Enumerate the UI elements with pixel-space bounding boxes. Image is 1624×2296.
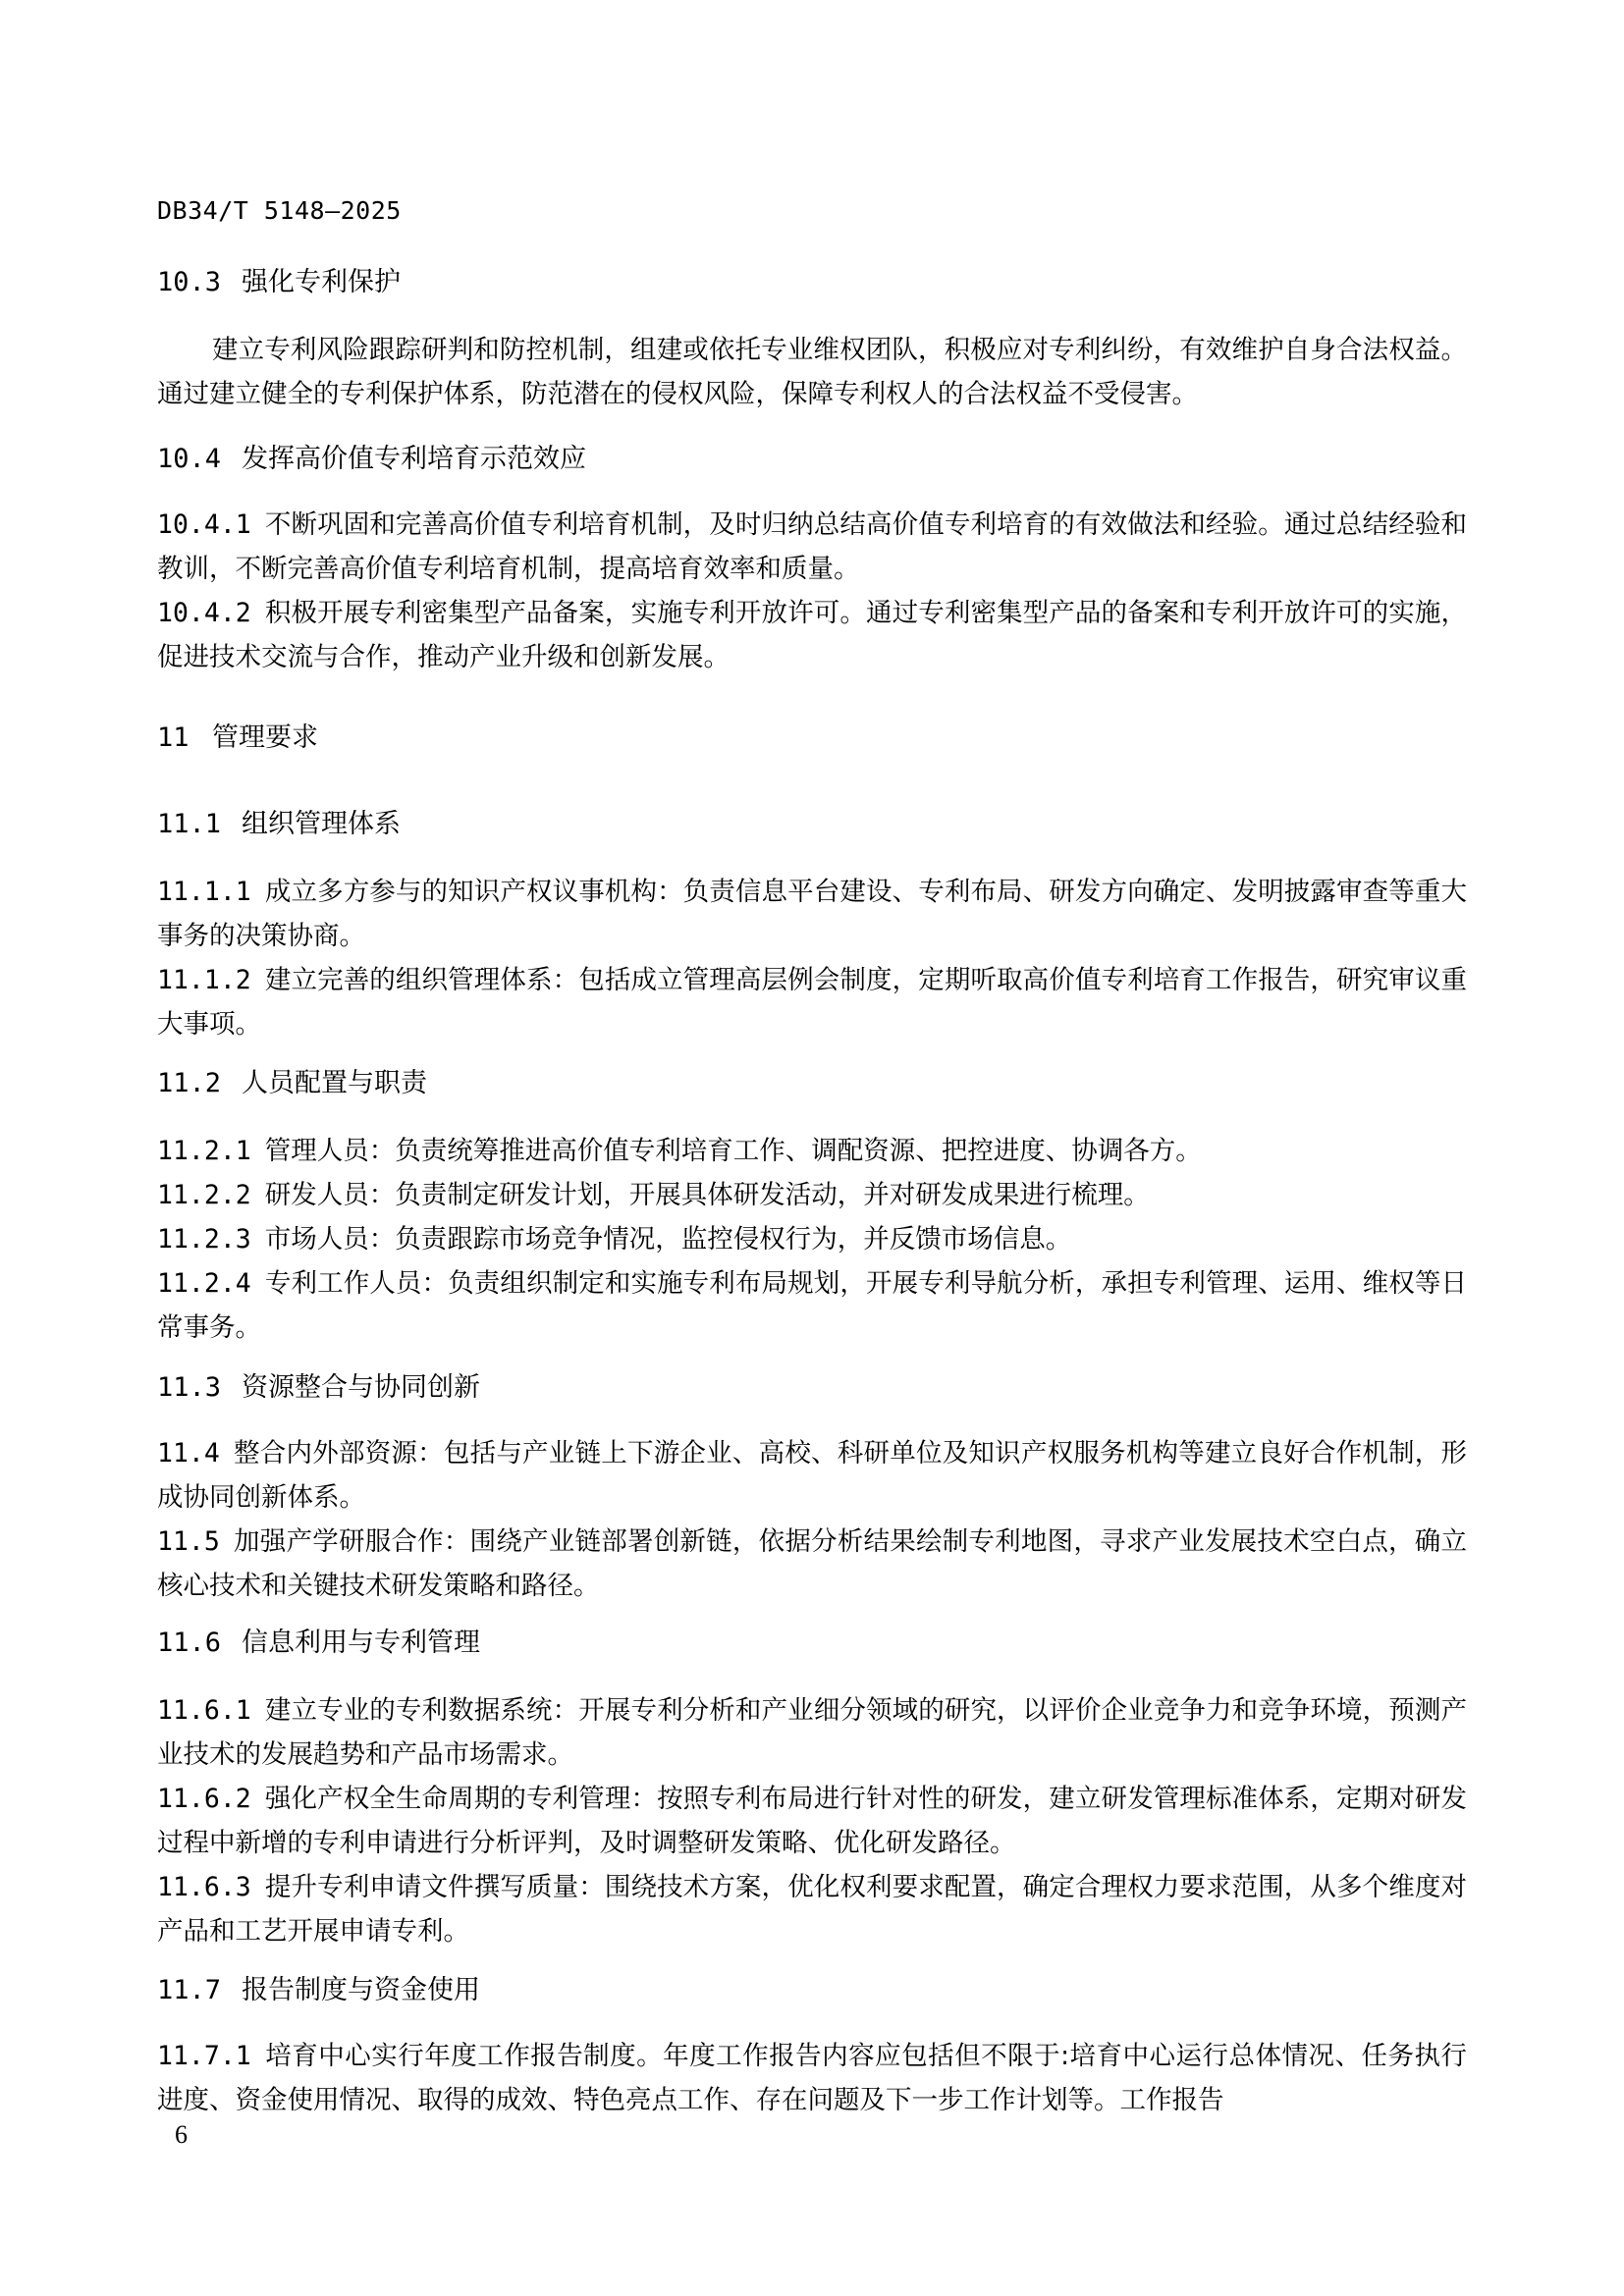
- clause-11-6-1: [157, 1688, 1467, 1777]
- section-title: 报告制度与资金使用: [242, 1975, 480, 2005]
- section-11-1-heading: [157, 807, 1467, 842]
- section-10-3-heading: [157, 265, 1467, 300]
- section-10-4-heading: [157, 442, 1467, 477]
- clause-11-5: [157, 1520, 1467, 1608]
- clause-11-2-3: [157, 1217, 1467, 1261]
- clause-number: 11.2.2: [157, 1180, 251, 1210]
- clause-number: 11.2.4: [157, 1268, 251, 1299]
- clause-number: 10.4.1: [157, 509, 251, 540]
- clause-text: 培育中心实行年度工作报告制度。年度工作报告内容应包括但不限于:培育中心运行总体情况、任务执行进度、资金使用情况、取得的成效、特色亮点工作、存在问题及下一步工作计划等。工作报告: [157, 2041, 1467, 2115]
- clause-number: 11.6.1: [157, 1695, 251, 1726]
- section-title: 资源整合与协同创新: [242, 1372, 480, 1403]
- clause-text: 成立多方参与的知识产权议事机构：负责信息平台建设、专利布局、研发方向确定、发明披露审查等重大事务的决策协商。: [157, 877, 1467, 951]
- section-number: 11.7: [157, 1975, 222, 2005]
- clause-10-4-2: [157, 591, 1467, 679]
- page-number: 6: [175, 2120, 188, 2149]
- clause-text: 加强产学研服合作：围绕产业链部署创新链，依据分析结果绘制专利地图，寻求产业发展技术空白点，确立核心技术和关键技术研发策略和路径。: [157, 1526, 1467, 1601]
- clause-text: 整合内外部资源：包括与产业链上下游企业、高校、科研单位及知识产权服务机构等建立良好合作机制，形成协同创新体系。: [157, 1438, 1467, 1513]
- clause-11-1-2: [157, 958, 1467, 1046]
- section-10-3-body: 建立专利风险跟踪研判和防控机制，组建或依托专业维权团队，积极应对专利纠纷，有效维护自身合法权益。通过建立健全的专利保护体系，防范潜在的侵权风险，保障专利权人的合法权益不受侵害。: [157, 335, 1467, 409]
- section-title: 人员配置与职责: [242, 1068, 427, 1098]
- clause-number: 10.4.2: [157, 598, 251, 628]
- clause-text: 建立完善的组织管理体系：包括成立管理高层例会制度，定期听取高价值专利培育工作报告，研究审议重大事项。: [157, 965, 1467, 1040]
- section-11-6-heading: [157, 1626, 1467, 1661]
- clause-number: 11.1.2: [157, 965, 251, 995]
- document-code: DB34/T 5148—2025: [157, 196, 402, 225]
- chapter-title: 管理要求: [212, 722, 318, 753]
- clause-number: 11.5: [157, 1526, 220, 1557]
- clause-10-4-1: [157, 503, 1467, 591]
- section-number: 11.1: [157, 809, 222, 839]
- clause-11-4: [157, 1431, 1467, 1520]
- clause-text: 研发人员：负责制定研发计划，开展具体研发活动，并对研发成果进行梳理。: [264, 1180, 1150, 1210]
- clause-number: 11.7.1: [157, 2041, 251, 2071]
- clause-number: 11.2.3: [157, 1224, 251, 1255]
- clause-number: 11.4: [157, 1438, 220, 1468]
- clause-text: 不断巩固和完善高价值专利培育机制，及时归纳总结高价值专利培育的有效做法和经验。通过总结经验和教训，不断完善高价值专利培育机制，提高培育效率和质量。: [157, 509, 1467, 584]
- clause-11-2-4: [157, 1261, 1467, 1350]
- clause-11-7-1: [157, 2034, 1467, 2122]
- chapter-number: 11: [157, 722, 189, 753]
- clause-number: 11.1.1: [157, 877, 251, 907]
- section-title: 信息利用与专利管理: [242, 1628, 480, 1658]
- section-11-7-heading: [157, 1973, 1467, 2008]
- clause-text: 专利工作人员：负责组织制定和实施专利布局规划，开展专利导航分析，承担专利管理、运用、维权等日常事务。: [157, 1268, 1467, 1343]
- clause-11-2-2: [157, 1173, 1467, 1217]
- clause-11-6-3: [157, 1865, 1467, 1953]
- section-11-3-heading: [157, 1370, 1467, 1406]
- clause-text: 强化产权全生命周期的专利管理：按照专利布局进行针对性的研发，建立研发管理标准体系，定期对研发过程中新增的专利申请进行分析评判，及时调整研发策略、优化研发路径。: [157, 1784, 1467, 1858]
- section-11-2-heading: [157, 1066, 1467, 1101]
- chapter-11-heading: [157, 721, 1467, 756]
- clause-text: 市场人员：负责跟踪市场竞争情况，监控侵权行为，并反馈市场信息。: [264, 1224, 1072, 1255]
- section-number: 10.3: [157, 267, 222, 297]
- clause-text: 积极开展专利密集型产品备案，实施专利开放许可。通过专利密集型产品的备案和专利开放许可的实施，促进技术交流与合作，推动产业升级和创新发展。: [157, 598, 1467, 672]
- clause-number: 11.6.2: [157, 1784, 251, 1814]
- clause-number: 11.2.1: [157, 1136, 251, 1166]
- clause-text: 建立专业的专利数据系统：开展专利分析和产业细分领域的研究，以评价企业竞争力和竞争环境，预测产业技术的发展趋势和产品市场需求。: [157, 1695, 1467, 1770]
- section-number: 10.4: [157, 444, 222, 474]
- section-number: 11.3: [157, 1372, 222, 1403]
- clause-11-1-1: [157, 870, 1467, 958]
- clause-11-6-2: [157, 1777, 1467, 1865]
- clause-text: 提升专利申请文件撰写质量：围绕技术方案，优化权利要求配置，确定合理权力要求范围，从多个维度对产品和工艺开展申请专利。: [157, 1872, 1467, 1947]
- section-title: 组织管理体系: [242, 809, 401, 839]
- section-title: 发挥高价值专利培育示范效应: [242, 444, 586, 474]
- section-number: 11.6: [157, 1628, 222, 1658]
- clause-text: 管理人员：负责统筹推进高价值专利培育工作、调配资源、把控进度、协调各方。: [264, 1136, 1202, 1166]
- section-number: 11.2: [157, 1068, 222, 1098]
- section-title: 强化专利保护: [242, 267, 401, 297]
- clause-11-2-1: [157, 1129, 1467, 1173]
- clause-number: 11.6.3: [157, 1872, 251, 1902]
